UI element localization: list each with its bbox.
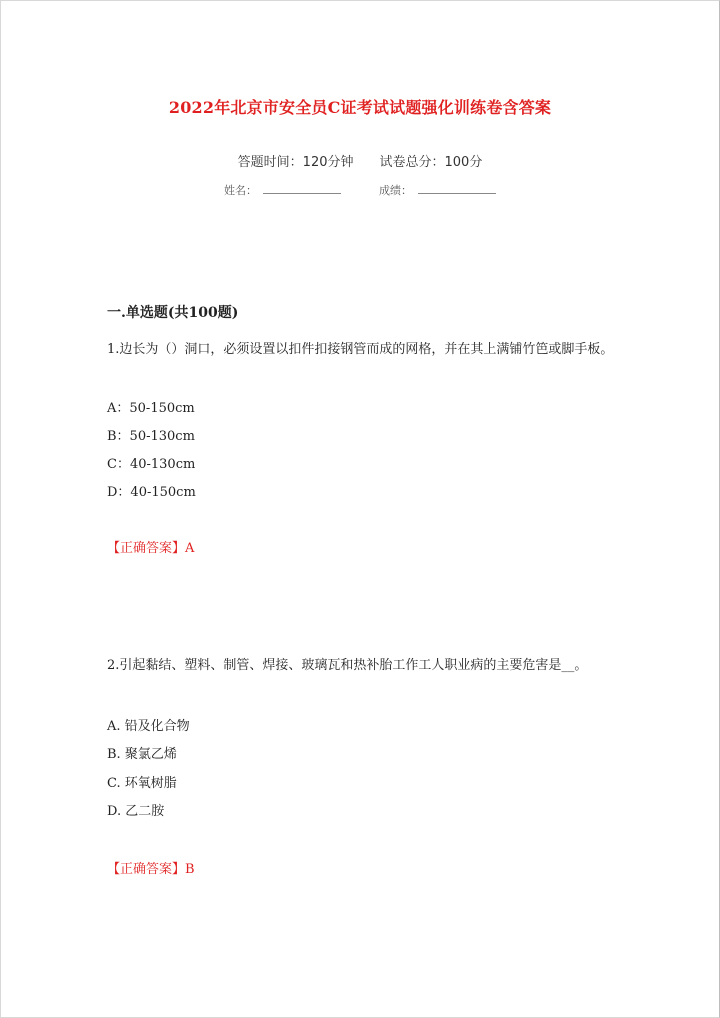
score-blank [418, 183, 496, 194]
question-1-answer: 【正确答案】A [107, 541, 195, 556]
question-2-text: 2.引起黏结、塑料、制管、焊接、玻璃瓦和热补胎工作工人职业病的主要危害是__。 [107, 658, 588, 673]
question-1-option-b: B：50-130cm [107, 429, 195, 444]
name-score-row [0, 182, 720, 198]
question-2-option-a: A. 铅及化合物 [107, 719, 190, 734]
question-1-option-c: C：40-130cm [107, 457, 196, 472]
question-2-option-b: B. 聚氯乙烯 [107, 747, 177, 762]
question-1-option-a: A：50-150cm [107, 401, 195, 416]
score-label: 成绩： [379, 184, 412, 197]
document-title: 2022年北京市安全员C证考试试题强化训练卷含答案 [168, 98, 552, 117]
total-score: 试卷总分：100分 [379, 155, 483, 170]
question-1-option-d: D：40-150cm [107, 485, 196, 500]
question-2-option-c: C. 环氧树脂 [107, 776, 177, 791]
exam-meta [0, 151, 720, 170]
exam-time: 答题时间：120分钟 [237, 155, 354, 170]
name-label: 姓名： [224, 184, 257, 197]
question-2-option-d: D. 乙二胺 [107, 804, 165, 819]
question-2-answer: 【正确答案】B [107, 862, 195, 877]
question-1-text: 1.边长为（）洞口，必须设置以扣件扣接钢管而成的网格，并在其上满铺竹笆或脚手板。 [107, 342, 614, 357]
section-heading: 一.单选题(共100题) [107, 305, 239, 321]
name-blank [263, 183, 341, 194]
